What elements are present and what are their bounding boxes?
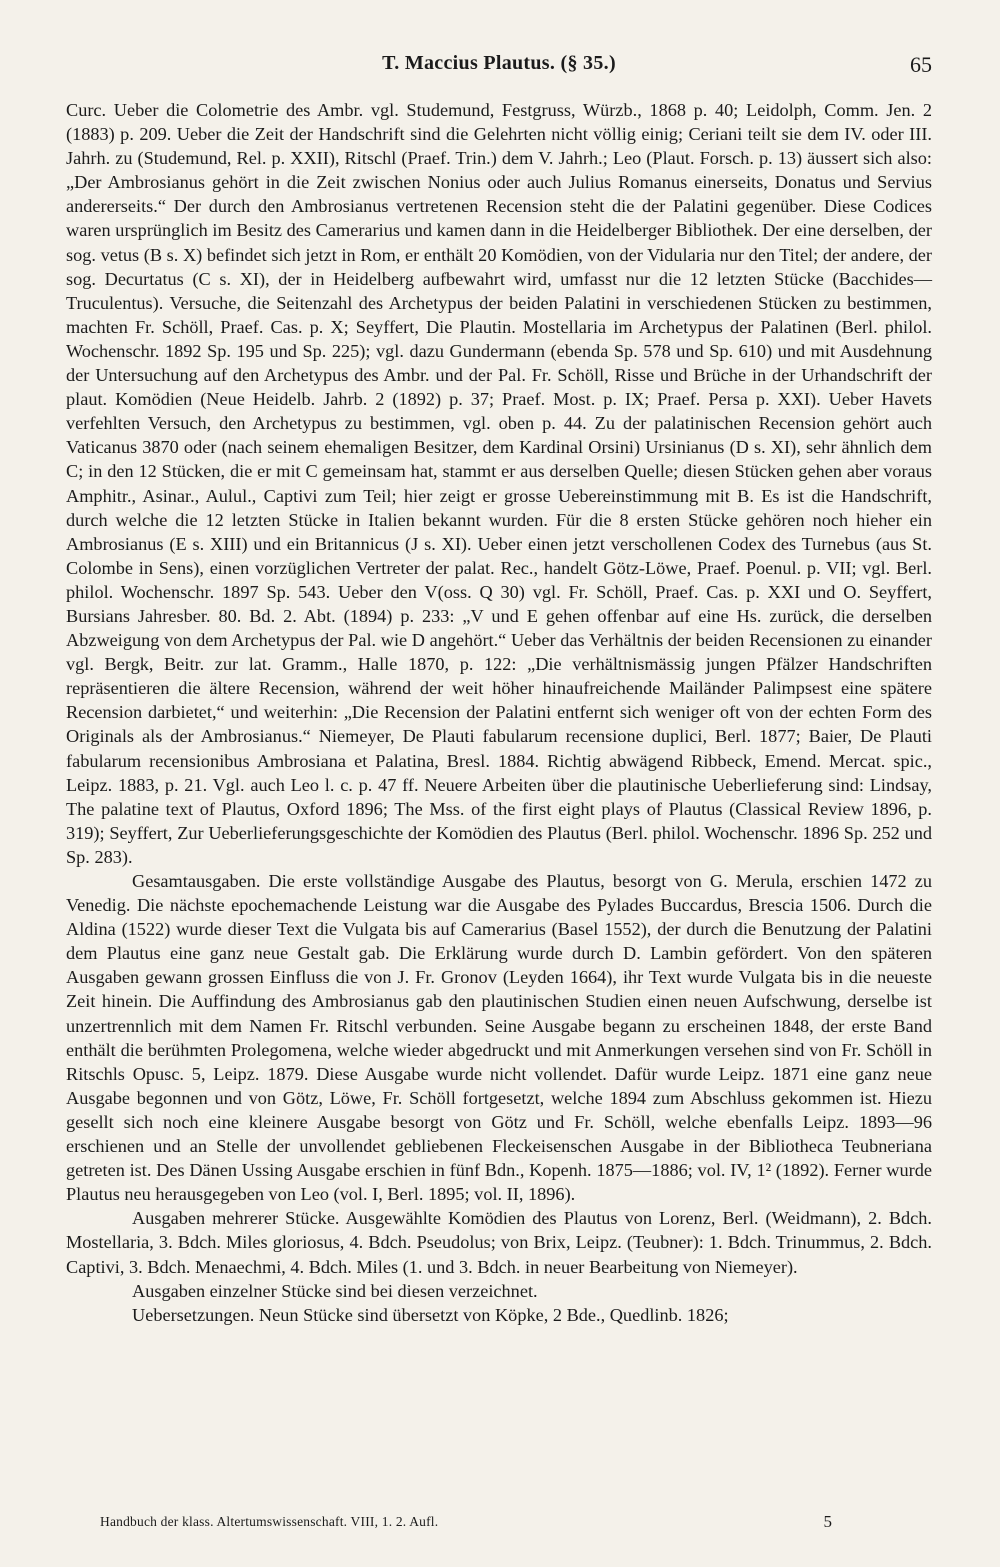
page-footer <box>100 1512 832 1534</box>
paragraph-uebersetzungen: Uebersetzungen. Neun Stücke sind übersetzt von Köpke, 2 Bde., Quedlinb. 1826; <box>132 1304 729 1325</box>
page-header <box>66 52 932 82</box>
page-number: 65 <box>910 52 932 77</box>
footer-signature: 5 <box>823 1512 832 1531</box>
footer-imprint: Handbuch der klass. Altertumswissenschaft. VIII, 1. 2. Aufl. <box>100 1514 439 1529</box>
page-body <box>66 98 932 1327</box>
paragraph-gesamtausgaben: Gesamtausgaben. Die erste vollständige Ausgabe des Plautus, besorgt von G. Merula, erschien 1472 zu Venedig. Die nächste epochemachende Leistung war die Ausgabe des Pylades Buccardus, Brescia 1506. Durch die Aldina (1522) wurde dieser Text die Vulgata bis auf Camerarius (Basel 1552), der durch die Benutzung der Palatini dem Plautus eine ganz neue Gestalt gab. Die Erklärung wurde durch D. Lambin gefördert. Von den späteren Ausgaben gewann grossen Einfluss die von J. Fr. Gronov (Leyden 1664), ihr Text wurde Vulgata bis in die neueste Zeit hinein. Die Auffindung des Ambrosianus gab den plautinischen Studien einen neuen Aufschwung, derselbe ist unzertrennlich mit dem Namen Fr. Ritschl verbunden. Seine Ausgabe begann zu erscheinen 1848, der erste Band enthält die berühmten Prolegomena, welche wieder abgedruckt und mit Anmerkungen versehen sind von Fr. Schöll in Ritschls Opusc. 5, Leipz. 1879. Diese Ausgabe wurde nicht vollendet. Dafür wurde Leipz. 1871 eine ganz neue Ausgabe begonnen und von Götz, Löwe, Fr. Schöll fortgesetzt, welche 1894 zum Abschluss gekommen ist. Hiezu gesellt sich noch eine kleinere Ausgabe besorgt von Götz und Fr. Schöll, welche ebenfalls Leipz. 1893—96 erschienen und an Stelle der unvollendet gebliebenen Fleckeisenschen Ausgabe in der Bibliotheca Teubneriana getreten ist. Des Dänen Ussing Ausgabe erschien in fünf Bdn., Kopenh. 1875—1886; vol. IV, 1² (1892). Ferner wurde Plautus neu herausgegeben von Leo (vol. I, Berl. 1895; vol. II, 1896). <box>66 871 932 1205</box>
running-title: T. Maccius Plautus. (§ 35.) <box>382 52 616 74</box>
paragraph-ausgaben-einzelner: Ausgaben einzelner Stücke sind bei diesen verzeichnet. <box>132 1280 538 1301</box>
paragraph-ausgaben-mehrerer: Ausgaben mehrerer Stücke. Ausgewählte Komödien des Plautus von Lorenz, Berl. (Weidmann), 2. Bdch. Mostellaria, 3. Bdch. Miles gloriosus, 4. Bdch. Pseudolus; von Brix, Leipz. (Teubner): 1. Bdch. Trinummus, 2. Bdch. Captivi, 3. Bdch. Menaechmi, 4. Bdch. Miles (1. und 3. Bdch. in neuer Bearbeitung von Niemeyer). <box>66 1208 932 1277</box>
paragraph-curc-manuscripts: Curc. Ueber die Colometrie des Ambr. vgl. Studemund, Festgruss, Würzb., 1868 p. 40; Leidolph, Comm. Jen. 2 (1883) p. 209. Ueber die Zeit der Handschrift sind die Gelehrten nicht völlig einig; Ceriani teilt sie dem IV. oder III. Jahrh. zu (Studemund, Rel. p. XXII), Ritschl (Praef. Trin.) dem V. Jahrh.; Leo (Plaut. Forsch. p. 13) äussert sich also: „Der Ambrosianus gehört in die Zeit zwischen Nonius oder auch Julius Romanus einerseits, Donatus und Servius andererseits.“ Der durch den Ambrosianus vertretenen Recension steht die der Palatini gegenüber. Diese Codices waren ursprünglich im Besitz des Camerarius und kamen dann in die Heidelberger Bibliothek. Der eine derselben, der sog. vetus (B s. X) befindet sich jetzt in Rom, er enthält 20 Komödien, von der Vidularia nur den Titel; der andere, der sog. Decurtatus (C s. XI), der in Heidelberg aufbewahrt wird, umfasst nur die 12 letzten Stücke (Bacchides—Truculentus). Versuche, die Seitenzahl des Archetypus der beiden Palatini in verschiedenen Stücken zu bestimmen, machten Fr. Schöll, Praef. Cas. p. X; Seyffert, Die Plautin. Mostellaria im Archetypus der Palatinen (Berl. philol. Wochenschr. 1892 Sp. 195 und Sp. 225); vgl. dazu Gundermann (ebenda Sp. 578 und Sp. 610) und mit Ausdehnung der Untersuchung auf den Archetypus des Ambr. und der Pal. Fr. Schöll, Risse und Brüche in der Urhandschrift der plaut. Komödien (Neue Heidelb. Jahrb. 2 (1892) p. 37; Praef. Most. p. IX; Praef. Persa p. XXI). Ueber Havets verfehlten Versuch, den Archetypus zu bestimmen, vgl. oben p. 44. Zu der palatinischen Recension gehört auch Vaticanus 3870 oder (nach seinem ehemaligen Besitzer, dem Kardinal Orsini) Ursinianus (D s. XI), sehr ähnlich dem C; in den 12 Stücken, die er mit C gemeinsam hat, stammt er aus derselben Quelle; diesen Stücken gehen aber voraus Amphitr., Asinar., Aulul., Captivi zum Teil; hier zeigt er grosse Uebereinstimmung mit B. Es ist die Handschrift, durch welche die 12 letzten Stücke in Italien bekannt wurden. Für die 8 ersten Stücke gehören noch hieher ein Ambrosianus (E s. XIII) und ein Britannicus (J s. XI). Ueber einen jetzt verschollenen Codex des Turnebus (aus St. Colombe in Sens), einen vorzüglichen Vertreter der palat. Rec., handelt Götz-Löwe, Praef. Poenul. p. VII; vgl. Berl. philol. Wochenschr. 1897 Sp. 543. Ueber den V(oss. Q 30) vgl. Fr. Schöll, Praef. Cas. p. XXI und O. Seyffert, Bursians Jahresber. 80. Bd. 2. Abt. (1894) p. 233: „V und E gehen offenbar auf eine Hs. zurück, die derselben Abzweigung von dem Archetypus der Pal. wie D angehört.“ Ueber das Verhältnis der beiden Recensionen zu einander vgl. Bergk, Beitr. zur lat. Gramm., Halle 1870, p. 122: „Die verhältnismässig jungen Pfälzer Handschriften repräsentieren die ältere Recension, während der weit höher hinaufreichende Mailänder Palimpsest eine spätere Recension darbietet,“ und weiterhin: „Die Recension der Palatini entfernt sich weniger oft von der echten Form des Originals als der Ambrosianus.“ Niemeyer, De Plauti fabularum recensione duplici, Berl. 1877; Baier, De Plauti fabularum recensionibus Ambrosiana et Palatina, Bresl. 1884. Richtig abwägend Ribbeck, Emend. Mercat. spic., Leipz. 1883, p. 21. Vgl. auch Leo l. c. p. 47 ff. Neuere Arbeiten über die plautinische Ueberlieferung sind: Lindsay, The palatine text of Plautus, Oxford 1896; The Mss. of the first eight plays of Plautus (Classical Review 1896, p. 319); Seyffert, Zur Ueberlieferungsgeschichte der Komödien des Plautus (Berl. philol. Wochenschr. 1896 Sp. 252 und Sp. 283). <box>66 100 932 867</box>
